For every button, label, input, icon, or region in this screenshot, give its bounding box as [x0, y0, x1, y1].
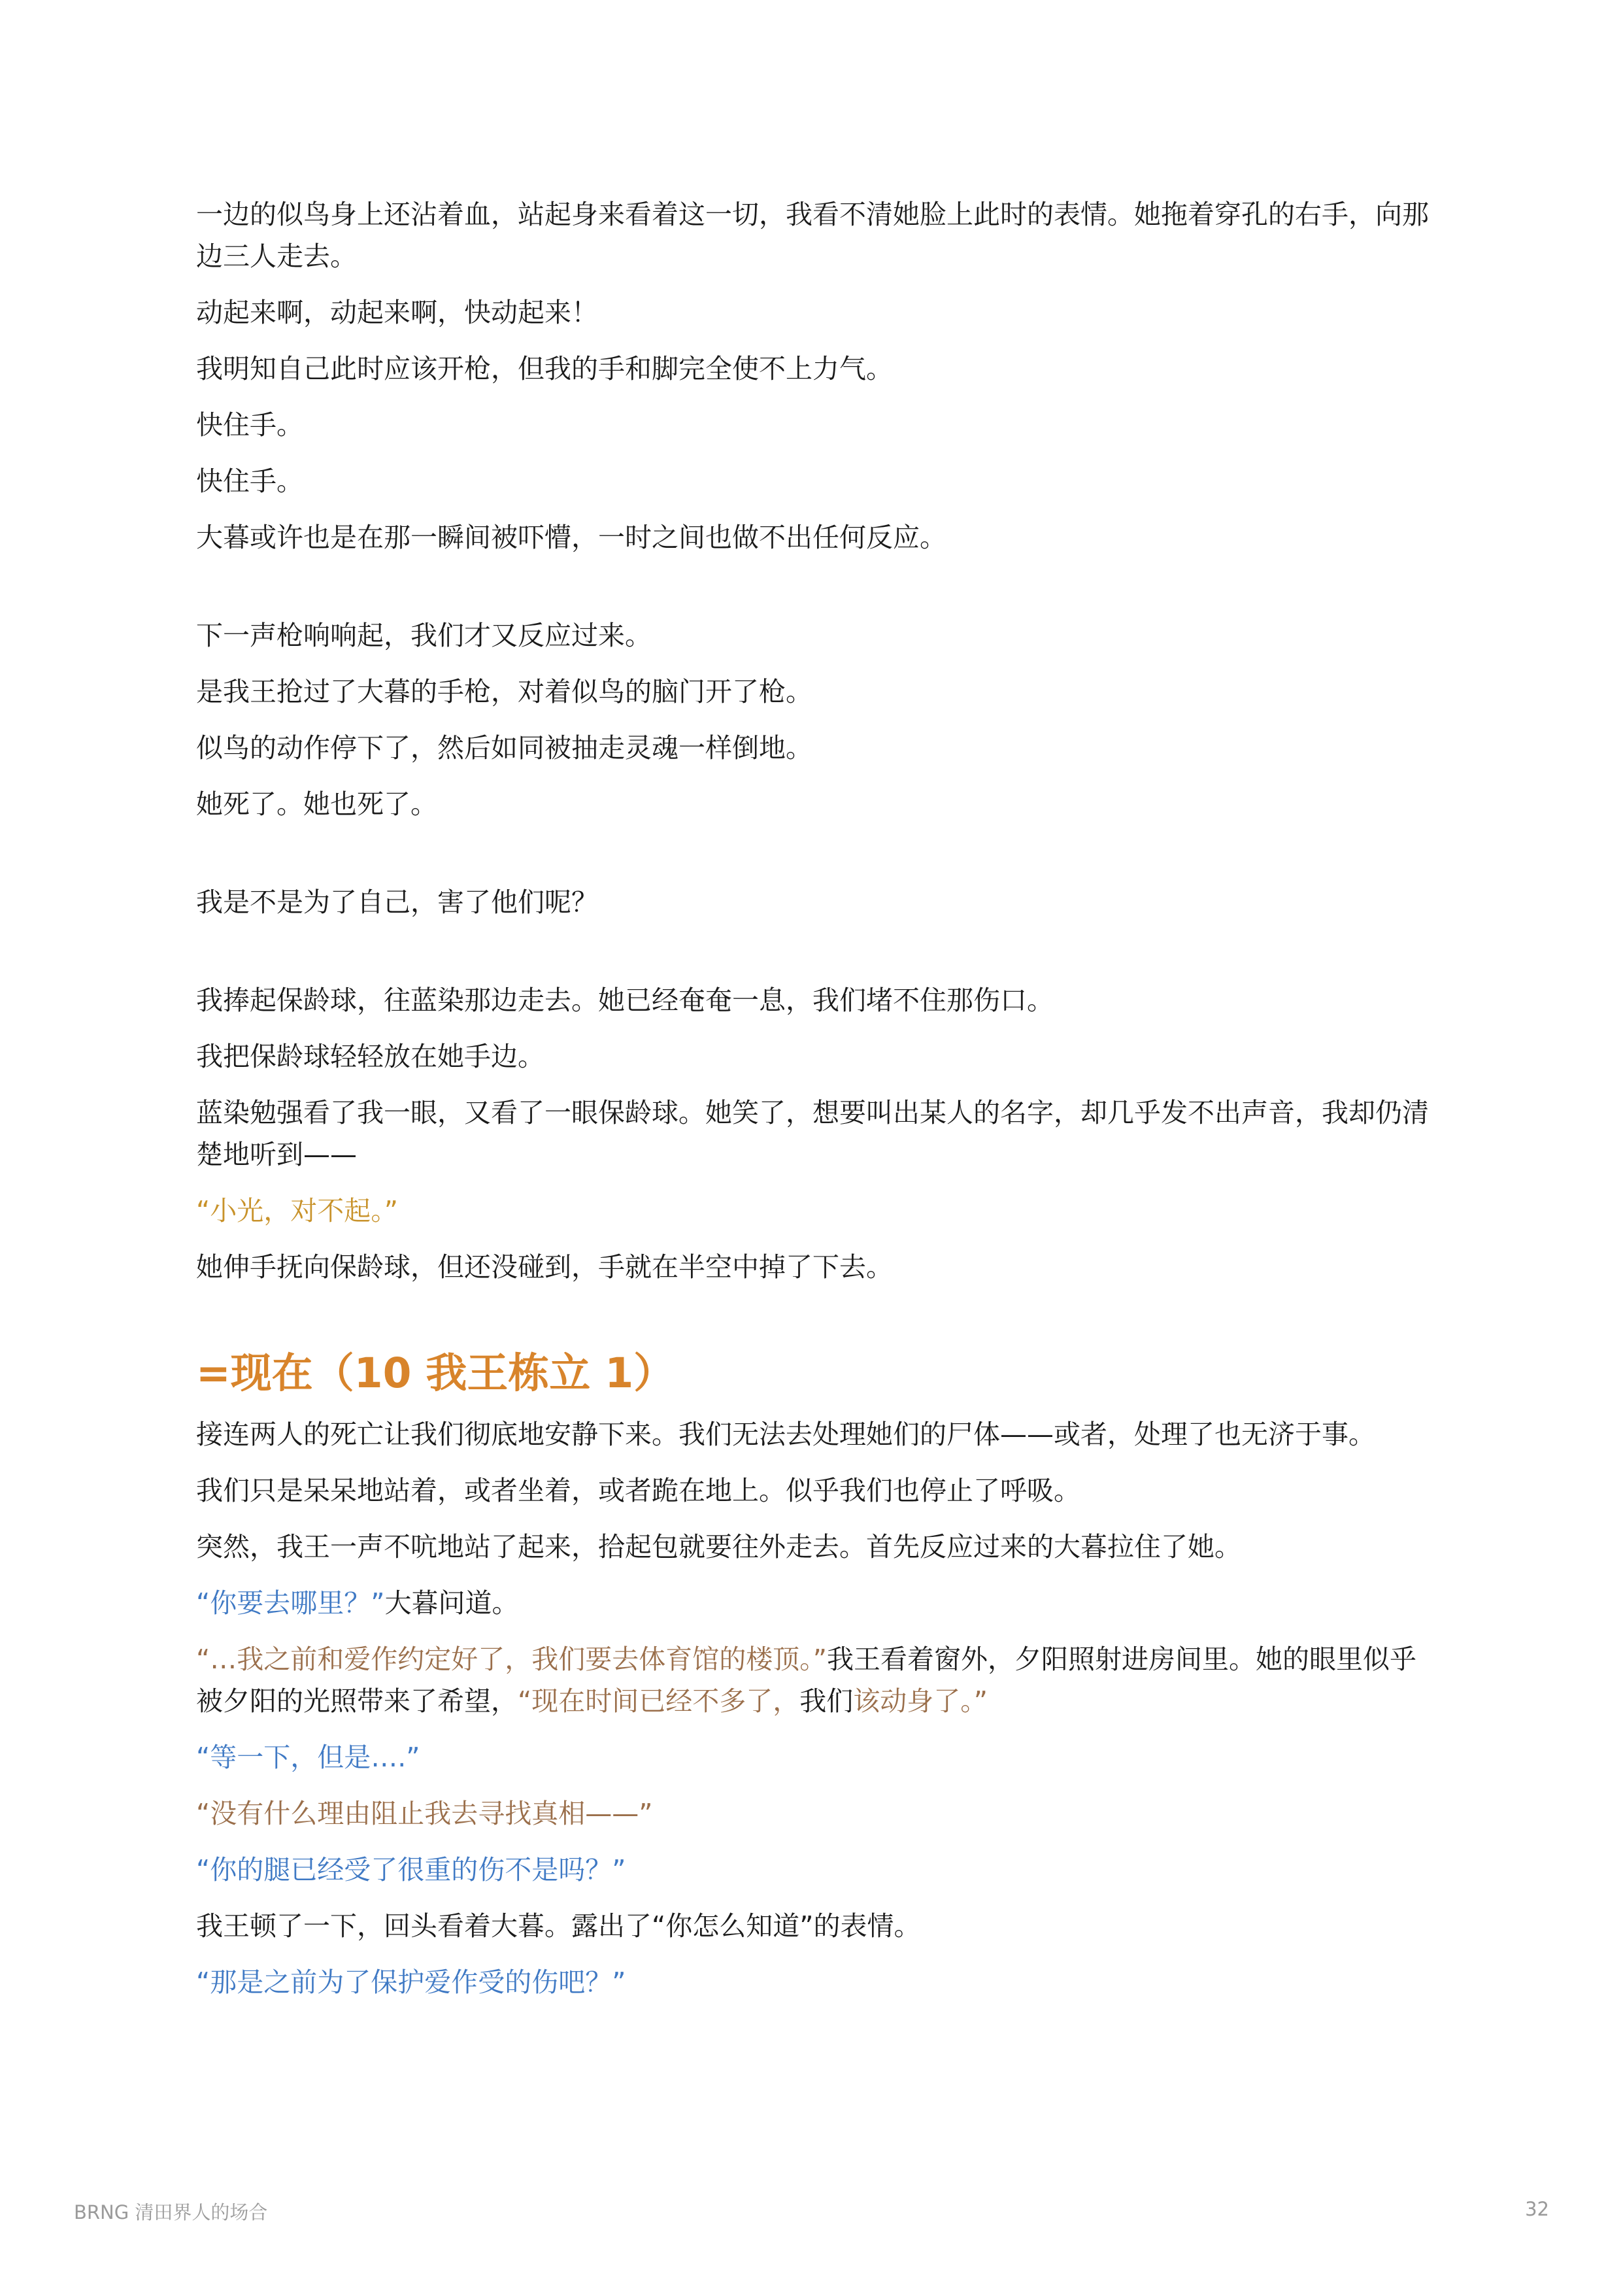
paragraph: 我明知自己此时应该开枪，但我的手和脚完全使不上力气。 — [196, 353, 893, 384]
narration-text: 接连两人的死亡让我们彻底地安静下来。我们无法去处理她们的尸体——或者，处理了也无济于事。 — [196, 1419, 1375, 1450]
paragraph: 大暮或许也是在那一瞬间被吓懵，一时之间也做不出任何反应。 — [196, 522, 946, 553]
dialogue-text: “你的腿已经受了很重的伤不是吗？” — [196, 1854, 626, 1885]
section-title: =现在（10 我王栋立 1） — [196, 1349, 675, 1397]
paragraph: 下一声枪响响起，我们才又反应过来。 — [196, 620, 652, 651]
paragraph — [196, 1638, 1438, 1722]
paragraph — [196, 1793, 1438, 1834]
narration-text: 我们 — [799, 1685, 854, 1717]
dialogue-text: “现在时间已经不多了， — [518, 1685, 800, 1717]
footer-book-title: BRNG 清田界人的场合 — [74, 2201, 268, 2223]
paragraph: 是我王抢过了大暮的手枪，对着似鸟的脑门开了枪。 — [196, 676, 812, 707]
narration-text: 我王顿了一下，回头看着大暮。露出了“你怎么知道”的表情。 — [196, 1910, 921, 1942]
dialogue-text: “你要去哪里？” — [196, 1587, 385, 1619]
paragraph — [196, 1961, 1438, 2003]
paragraph — [196, 1413, 1438, 1455]
paragraph — [196, 1849, 1438, 1891]
dialogue-text: 该动身了。” — [853, 1685, 988, 1717]
paragraph: 她死了。她也死了。 — [196, 788, 437, 820]
paragraph: 动起来啊，动起来啊，快动起来！ — [196, 297, 598, 328]
story-paragraphs-after — [196, 1413, 1438, 2003]
paragraph: 我是不是为了自己，害了他们呢？ — [196, 886, 598, 918]
dialogue-quote: “小光，对不起。” — [196, 1195, 398, 1226]
narration-text: 我们只是呆呆地站着，或者坐着，或者跪在地上。似乎我们也停止了呼吸。 — [196, 1475, 1080, 1506]
footer-page-number: 32 — [1525, 2198, 1549, 2220]
story-paragraphs-before — [196, 194, 1438, 1288]
paragraph: 一边的似鸟身上还沾着血，站起身来看着这一切，我看不清她脸上此时的表情。她拖着穿孔的右手，向那边三人走去。 — [196, 199, 1429, 272]
page-body — [196, 194, 1438, 2017]
paragraph: 快住手。 — [196, 465, 303, 497]
paragraph: 快住手。 — [196, 409, 303, 441]
paragraph — [196, 1526, 1438, 1568]
dialogue-text: “等一下，但是….” — [196, 1742, 420, 1773]
dialogue-text: “…我之前和爱作约定好了，我们要去体育馆的楼顶。” — [196, 1644, 827, 1675]
paragraph: 蓝染勉强看了我一眼，又看了一眼保龄球。她笑了，想要叫出某人的名字，却几乎发不出声音，我却仍清楚地听到—— — [196, 1097, 1429, 1170]
narration-text: 我王看着窗外，夕阳照射进房间里。她的眼里似乎被夕阳的光照带来了希望， — [196, 1644, 1416, 1717]
paragraph: 似鸟的动作停下了，然后如同被抽走灵魂一样倒地。 — [196, 732, 812, 764]
paragraph — [196, 1905, 1438, 1947]
paragraph — [196, 1582, 1438, 1624]
dialogue-text: “没有什么理由阻止我去寻找真相——” — [196, 1798, 653, 1829]
narration-text: 突然，我王一声不吭地站了起来，拾起包就要往外走去。首先反应过来的大暮拉住了她。 — [196, 1531, 1241, 1562]
paragraph: 我把保龄球轻轻放在她手边。 — [196, 1041, 544, 1072]
paragraph — [196, 1470, 1438, 1511]
paragraph: 她伸手抚向保龄球，但还没碰到，手就在半空中掉了下去。 — [196, 1251, 893, 1283]
paragraph: 我捧起保龄球，往蓝染那边走去。她已经奄奄一息，我们堵不住那伤口。 — [196, 985, 1054, 1016]
dialogue-text: “那是之前为了保护爱作受的伤吧？” — [196, 1967, 626, 1998]
paragraph — [196, 1736, 1438, 1778]
narration-text: 大暮问道。 — [384, 1587, 519, 1619]
